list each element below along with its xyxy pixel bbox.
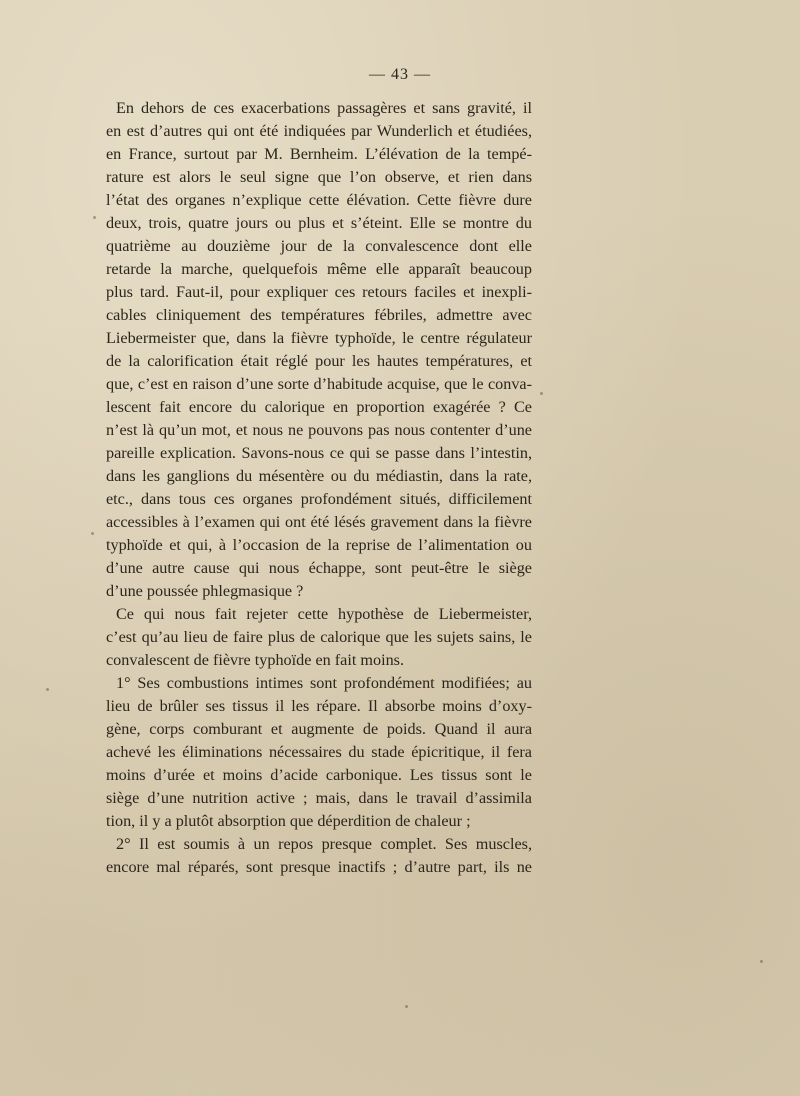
- text-line: moins d’urée et moins d’acide carbonique. Les tissus sont le: [106, 766, 532, 784]
- text-line: accessibles à l’examen qui ont été lésés gravement dans la fièvre: [106, 513, 532, 531]
- text-line: convalescent de fièvre typhoïde en fait moins.: [106, 651, 405, 669]
- paper-fleck: [46, 688, 49, 691]
- text-line: pareille explication. Savons-nous ce qui se passe dans l’intestin,: [106, 444, 532, 462]
- text-line: n’est là qu’un mot, et nous ne pouvons pas nous contenter d’une: [106, 421, 532, 439]
- text-line: etc., dans tous ces organes profondément situés, difficilement: [106, 490, 532, 508]
- body-text: [106, 97, 532, 879]
- text-line: dans les ganglions du mésentère ou du médiastin, dans la rate,: [106, 467, 532, 485]
- text-line: tion, il y a plutôt absorption que déperdition de chaleur ;: [106, 812, 471, 830]
- page-number: — 43 —: [369, 66, 431, 83]
- text-line: que, c’est en raison d’une sorte d’habitude acquise, que le conva-: [106, 375, 532, 393]
- text-line: typhoïde et qui, à l’occasion de la reprise de l’alimentation ou: [106, 536, 532, 554]
- text-line: encore mal réparés, sont presque inactifs ; d’autre part, ils ne: [106, 858, 532, 876]
- text-line: 2° Il est soumis à un repos presque complet. Ses muscles,: [116, 835, 532, 853]
- paper-fleck: [540, 392, 543, 395]
- text-line: lescent fait encore du calorique en proportion exagérée ? Ce: [106, 398, 532, 416]
- text-line: en est d’autres qui ont été indiquées par Wunderlich et étudiées,: [106, 122, 532, 140]
- text-line: l’état des organes n’explique cette élévation. Cette fièvre dure: [106, 191, 532, 209]
- text-line: rature est alors le seul signe que l’on observe, et rien dans: [106, 168, 532, 186]
- text-line: cables cliniquement des températures fébriles, admettre avec: [106, 306, 532, 324]
- text-line: gène, corps comburant et augmente de poids. Quand il aura: [106, 720, 532, 738]
- text-line: achevé les éliminations nécessaires du stade épicritique, il fera: [106, 743, 532, 761]
- text-line: siège d’une nutrition active ; mais, dans le travail d’assimila: [106, 789, 532, 807]
- text-line: 1° Ses combustions intimes sont profondément modifiées; au: [116, 674, 532, 692]
- text-line: c’est qu’au lieu de faire plus de calorique que les sujets sains, le: [106, 628, 532, 646]
- text-line: en France, surtout par M. Bernheim. L’élévation de la tempé-: [106, 145, 532, 163]
- text-line: deux, trois, quatre jours ou plus et s’éteint. Elle se montre du: [106, 214, 532, 232]
- paper-fleck: [93, 216, 96, 219]
- text-line: Liebermeister que, dans la fièvre typhoïde, le centre régulateur: [106, 329, 532, 347]
- paper-fleck: [91, 532, 94, 535]
- text-line: plus tard. Faut-il, pour expliquer ces retours faciles et inexpli-: [106, 283, 532, 301]
- paper-fleck: [405, 1005, 408, 1008]
- text-line: En dehors de ces exacerbations passagères et sans gravité, il: [116, 99, 532, 117]
- text-line: Ce qui nous fait rejeter cette hypothèse de Liebermeister,: [116, 605, 532, 623]
- text-line: d’une autre cause qui nous échappe, sont peut-être le siège: [106, 559, 532, 577]
- paper-fleck: [760, 960, 763, 963]
- text-line: retarde la marche, quelquefois même elle apparaît beaucoup: [106, 260, 532, 278]
- text-line: lieu de brûler ses tissus il les répare. Il absorbe moins d’oxy-: [106, 697, 532, 715]
- text-line: quatrième au douzième jour de la convalescence dont elle: [106, 237, 532, 255]
- text-line: d’une poussée phlegmasique ?: [106, 582, 304, 600]
- text-line: de la calorification était réglé pour les hautes températures, et: [106, 352, 532, 370]
